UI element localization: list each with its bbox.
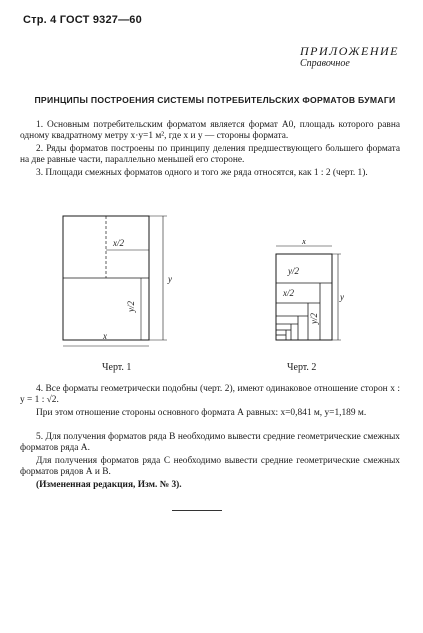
fig2-label-y-half-inner: y/2: [309, 313, 319, 324]
fig2-label-x-half: x/2: [283, 288, 294, 298]
appendix-subtitle: Справочное: [300, 58, 350, 69]
paragraph-4-values: При этом отношение стороны основного формата А равных: x=0,841 м, y=1,189 м.: [36, 408, 367, 418]
fig2-label-y: y: [340, 292, 344, 302]
paragraph-1: 1. Основным потребительским форматом является формат А0, площадь которого равна одному квадратному метру x·y=1 м², где x и y — стороны формата.: [20, 120, 400, 142]
figure-2-diagram: [266, 240, 346, 352]
paragraph-2: 2. Ряды форматов построены по принципу деления предшествующего большего формата на две равные части, параллельно меньшей его стороне.: [20, 144, 400, 166]
fig2-label-x: x: [302, 240, 306, 246]
paragraph-4: 4. Все форматы геометрически подобны (черт. 2), имеют одинаковое отношение сторон x : y = 1 : √2.: [20, 384, 400, 406]
end-rule: [172, 510, 222, 511]
appendix-title: ПРИЛОЖЕНИЕ: [300, 44, 399, 58]
paragraph-5: 5. Для получения форматов ряда В необходимо вывести средние геометрические смежных форматов ряда А.: [20, 432, 400, 454]
paragraph-3: 3. Площади смежных форматов одного и того же ряда относятся, как 1 : 2 (черт. 1).: [36, 168, 368, 178]
section-heading: ПРИНЦИПЫ ПОСТРОЕНИЯ СИСТЕМЫ ПОТРЕБИТЕЛЬСКИХ ФОРМАТОВ БУМАГИ: [34, 95, 396, 105]
figure-1-diagram: [55, 208, 175, 358]
fig1-label-x: x: [103, 331, 107, 341]
page-header: Стр. 4 ГОСТ 9327—60: [23, 14, 142, 26]
fig1-label-y: y: [168, 274, 172, 284]
amendment-note: (Измененная редакция, Изм. № 3).: [36, 480, 182, 490]
figure-2-caption: Черт. 2: [287, 362, 317, 373]
figure-1-caption: Черт. 1: [102, 362, 132, 373]
fig2-label-y-half: y/2: [288, 266, 299, 276]
paragraph-6: Для получения форматов ряда С необходимо вывести средние геометрические смежных форматов рядов А и В.: [20, 456, 400, 478]
fig1-label-x-half: x/2: [113, 238, 124, 248]
fig1-label-y-half: y/2: [126, 301, 136, 312]
